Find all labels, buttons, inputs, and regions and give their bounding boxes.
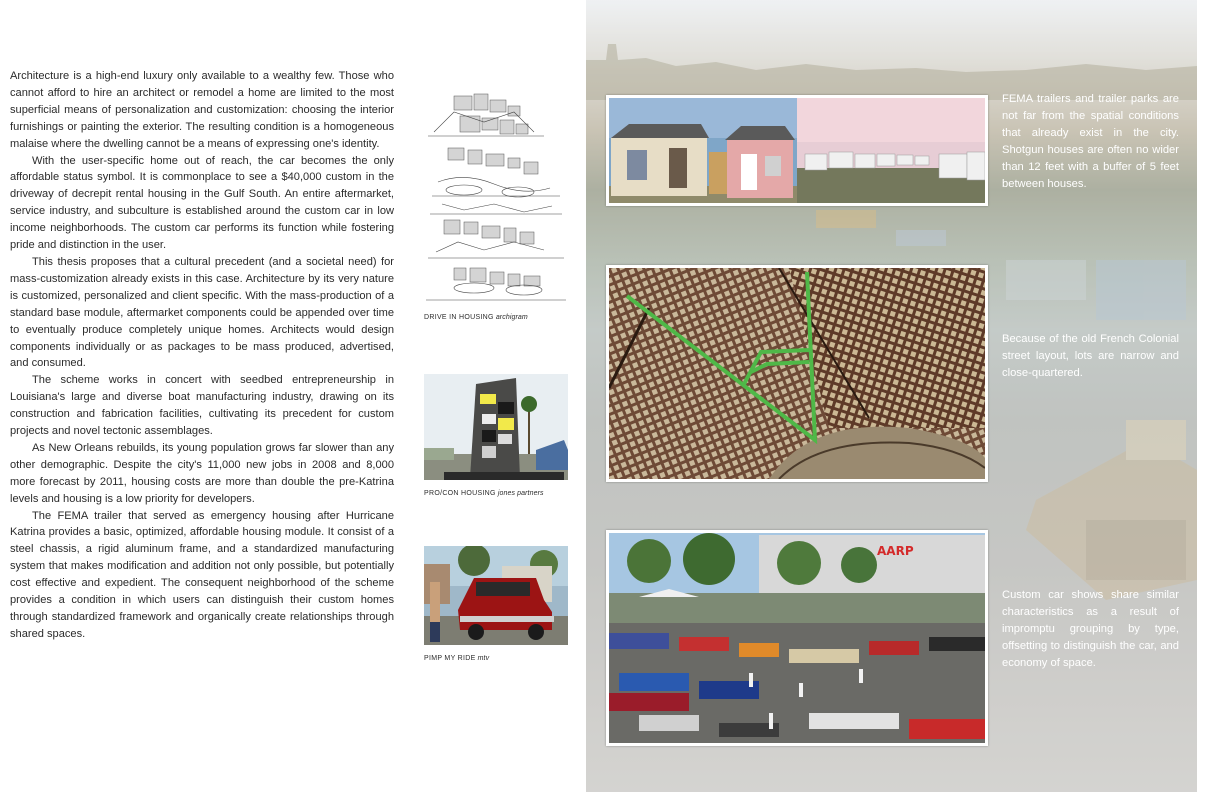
figure-title: PIMP MY RIDE: [424, 655, 476, 662]
drive-in-housing-drawing: [424, 92, 568, 304]
body-paragraph-5: As New Orleans rebuilds, its young population grows far slower than any other demographic. Despite the city's 11,000 new jobs in 2008 and 8,000 more forecast by 2011, housing costs are more than double the pre-Katrina levels and housing is a low priority for developers.: [10, 441, 394, 505]
body-paragraph-1: Architecture is a high-end luxury only available to a wealthy few. Those who cannot afford to hire an architect or remodel a home are limited to the most superficial means of personalization and customization: choosing the interior furnishings or painting the exterior. The resulting condition is a homogeneous malaise where the dwelling cannot be a means of expressing one's identity.: [10, 70, 394, 150]
figure-credit: archigram: [495, 314, 528, 321]
pro-con-housing-photo: [424, 374, 568, 480]
figure-title: PRO/CON HOUSING: [424, 490, 496, 497]
photo-custom-car-show: [606, 530, 988, 746]
figure-caption: [424, 655, 568, 662]
figure-pimp-my-ride: [424, 546, 568, 662]
figure-credit: jones partners: [497, 490, 544, 497]
right-panel: [586, 0, 1197, 792]
body-paragraph-4: The scheme works in concert with seedbed entrepreneurship in Louisiana's large and diverse boat manufacturing industry, drawing on its construction and fabrication facilities, cultivating its precedent for custom projects and novel tectonic assemblages.: [10, 374, 394, 438]
figure-credit: mtv: [477, 655, 490, 662]
side-caption-car-shows: Custom car shows share similar characteristics as a result of impromptu grouping by type, offsetting to distinguish the car, and economy of space.: [1002, 589, 1179, 669]
store-sign: AARP: [877, 544, 914, 558]
figure-drive-in-housing: [424, 92, 568, 321]
body-paragraph-6: The FEMA trailer that served as emergency housing after Hurricane Katrina provides a basic, optimized, affordable housing module. It consist of a steel chassis, a rigid aluminum frame, and a standardized manufacturing system that makes modification and addition not only possible, but potentially cost effective and expedient. The consequent neighborhood of the scheme provides a condition in which users can distinguish their custom homes through standardized framework and organically create relationships through shared spaces.: [10, 509, 394, 640]
body-paragraph-3: This thesis proposes that a cultural precedent (and a societal need) for mass-customization already exists in this case. Architecture by its very nature is customized, personalized and client specific. With the mass-production of a standard base module, aftermarket components could be appended over time to eventually produce completely unique homes. Architects would design components individually or as packages to be mass produced, advertised, and consumed.: [10, 255, 394, 370]
figure-caption: [424, 490, 568, 497]
figure-caption: [424, 314, 568, 321]
body-text-column: [10, 68, 394, 643]
figure-pro-con-housing: [424, 374, 568, 497]
side-caption-fema-trailers: FEMA trailers and trailer parks are not far from the spatial conditions that already exist in the city. Shotgun houses are often no wider than 12 feet with a buffer of 5 feet between houses.: [1002, 93, 1179, 190]
photo-shotgun-houses-and-trailers: [606, 95, 988, 206]
body-paragraph-2: With the user-specific home out of reach, the car becomes the only affordable status symbol. It is commonplace to see a $40,000 custom in the driveway of decrepit rental housing in the Gulf South. An entire aftermarket, service industry, and subculture is established around the custom car in low income neighborhoods. The custom car performs its function while fostering pride and distinction in the user.: [10, 154, 394, 252]
side-caption-street-layout: Because of the old French Colonial street layout, lots are narrow and close-quartered.: [1002, 333, 1179, 379]
photo-historic-street-map: [606, 265, 988, 482]
figure-title: DRIVE IN HOUSING: [424, 314, 494, 321]
pimp-my-ride-photo: [424, 546, 568, 645]
